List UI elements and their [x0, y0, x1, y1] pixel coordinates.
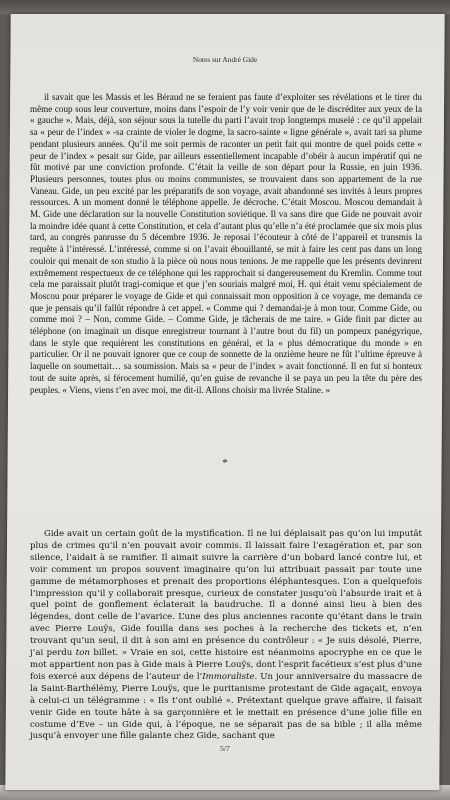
page-number: 5/7: [220, 744, 230, 753]
running-header: Notes sur André Gide: [192, 55, 258, 64]
paragraph-mystification: [30, 529, 422, 743]
section-separator: *: [222, 457, 228, 469]
italic-word-ton: ton: [75, 648, 90, 659]
paragraph-text: [30, 529, 422, 743]
paragraph-telephone-anecdote: [30, 92, 422, 396]
background-surface: [0, 0, 450, 14]
italic-title-immoraliste: Immoraliste: [202, 671, 255, 682]
text-run: billet. » Vraie en soi, cette histoire est néanmoins apocryphe en ce que le mot appartient non pas à Gide mais à Pierre Louÿs, dont l’esprit facétieux s’est plus d’une fois exercé aux dépens de l’auteur de l’: [30, 648, 422, 682]
text-run: . Un jour anniversaire du massacre de la Saint-Barthélémy, Pierre Louÿs, que le puritanisme protestant de Gide agaçait, envoya à celui-ci un télégramme : « Ils t’ont oublié ». Prétextant quelque grave affaire, il faisait venir Gide en toute hâte à sa garçonnière et le mettait en présence d’une jolie fille en costume d’Eve – un Gide qui, à l’époque, ne se séparait pas de sa bible ; il alla même jusqu’à envoyer une fille galante chez Gide, sachant que: [30, 671, 422, 742]
text-run: Gide avait un certain goût de la mystification. Il ne lui déplaisait pas qu’on lui imputât plus de crimes qu’il n’en pouvait avoir commis. Il laissait faire l’exagération et, par son silence, l’aidait à se ramifier. Il aimait suivre la carrière d’un bobard lancé contre lui, et voir comment un propos souvent imaginaire qu’on lui attribuait passait par toute une gamme de métamorphoses et prenait des proportions éléphantesques. L’on a quelquefois l’impression qu’il y collaborait presque, curieux de constater jusqu’où l’absurde irait et à quel point de gonflement éclaterait la baudruche. Il a donné ainsi lieu à bien des légendes, dont celle de l’avarice. L’une des plus anciennes raconte qu’étant dans le train avec Pierre Louÿs, Gide fouilla dans ses poches à la recherche des tickets et, n’en trouvant qu’un seul, il dit à son ami en présence du contrôleur : « Je suis désolé, Pierre, j’ai perdu: [30, 529, 422, 659]
paragraph-text: il savait que les Massis et les Béraud ne se feraient pas faute d’exploiter ses révélations et le tirer du même coup sous leur couverture, moins dans l’espoir de l’y voir venir que de le discréditer aux yeux de la « gauche ». Mais, déjà, son séjour sous la tutelle du parti l’avait trop longtemps muselé : ce qu’il appelait sa « peur de l’index » -sa crainte de violer le dogme, la sacro-sainte « ligne générale », avait tari sa plume pendant plusieurs années. Qu’il me soit permis de raconter un petit fait qui montre de quel poids cette « peur de l’index » pesait sur Gide, par ailleurs essentiellement incapable d’obéir à aucun impératif qui ne fût motivé par une conviction profonde. C’était la veille de son départ pour la Russie, en juin 1936. Plusieurs personnes, toutes plus ou moins communistes, se trouvaient dans son appartement de la rue Vaneau. Gide, un peu excité par les préparatifs de son voyage, avait abandonné ses invités à leurs propres ressources. A un moment donné le téléphone appelle. Je décroche. C’était Moscou. Moscou demandait à M. Gide une déclaration sur la nouvelle Constitution soviétique. Il va sans dire que Gide ne pouvait avoir la moindre idée quant à cette Constitution, et cela d’autant plus qu’elle n’a été proclamée que six mois plus tard, au congrès panrusse du 5 décembre 1936. Je reposai l’écouteur à côté de l’appareil et transmis la requête à l’intéressé. L’intéressé, comme si on l’avait ébouillanté, se mit à faire les cent pas dans un long couloir qui menait de son studio à la pièce où nous nous tenions. Je me rappelle que les présents devinrent extrêmement respectueux de ce téléphone qui les rapprochait si dangereusement du Kremlin. Comme tout cela me paraissait plutôt tragi-comique et que j’en souriais malgré moi, H. qui était venu spécialement de Moscou pour préparer le voyage de Gide et qui connaissait mon opposition à ce voyage, me demanda ce que je pensais qu’il fallût répondre à cet appel. « Comme qui ? demandai-je à mon tour. Comme Gide, ou comme moi ? – Non, comme Gide. – Comme Gide, je tâcherais de me taire. » Gide finit par dicter au téléphone (on imaginait un disque enregistreur tournant à l’autre bout du fil) un pompeux panégyrique, dans le style que requièrent les constitutions en général, et la « plus démocratique du monde » en particulier. Or il ne pouvait ignorer que ce coup de sonnette de la onzième heure ne fût l’ultime épreuve à laquelle on soumettait… sa soumission. Mais sa « peur de l’index » avait fonctionné. Il en fut si honteux tout de suite après, si férocement humilié, qu’en guise de revanche il se paya un peu la tête du père des peuples. « Viens, viens t’en avec moi, me dit-il. Allons choisir ma livrée Staline. »: [30, 92, 422, 395]
